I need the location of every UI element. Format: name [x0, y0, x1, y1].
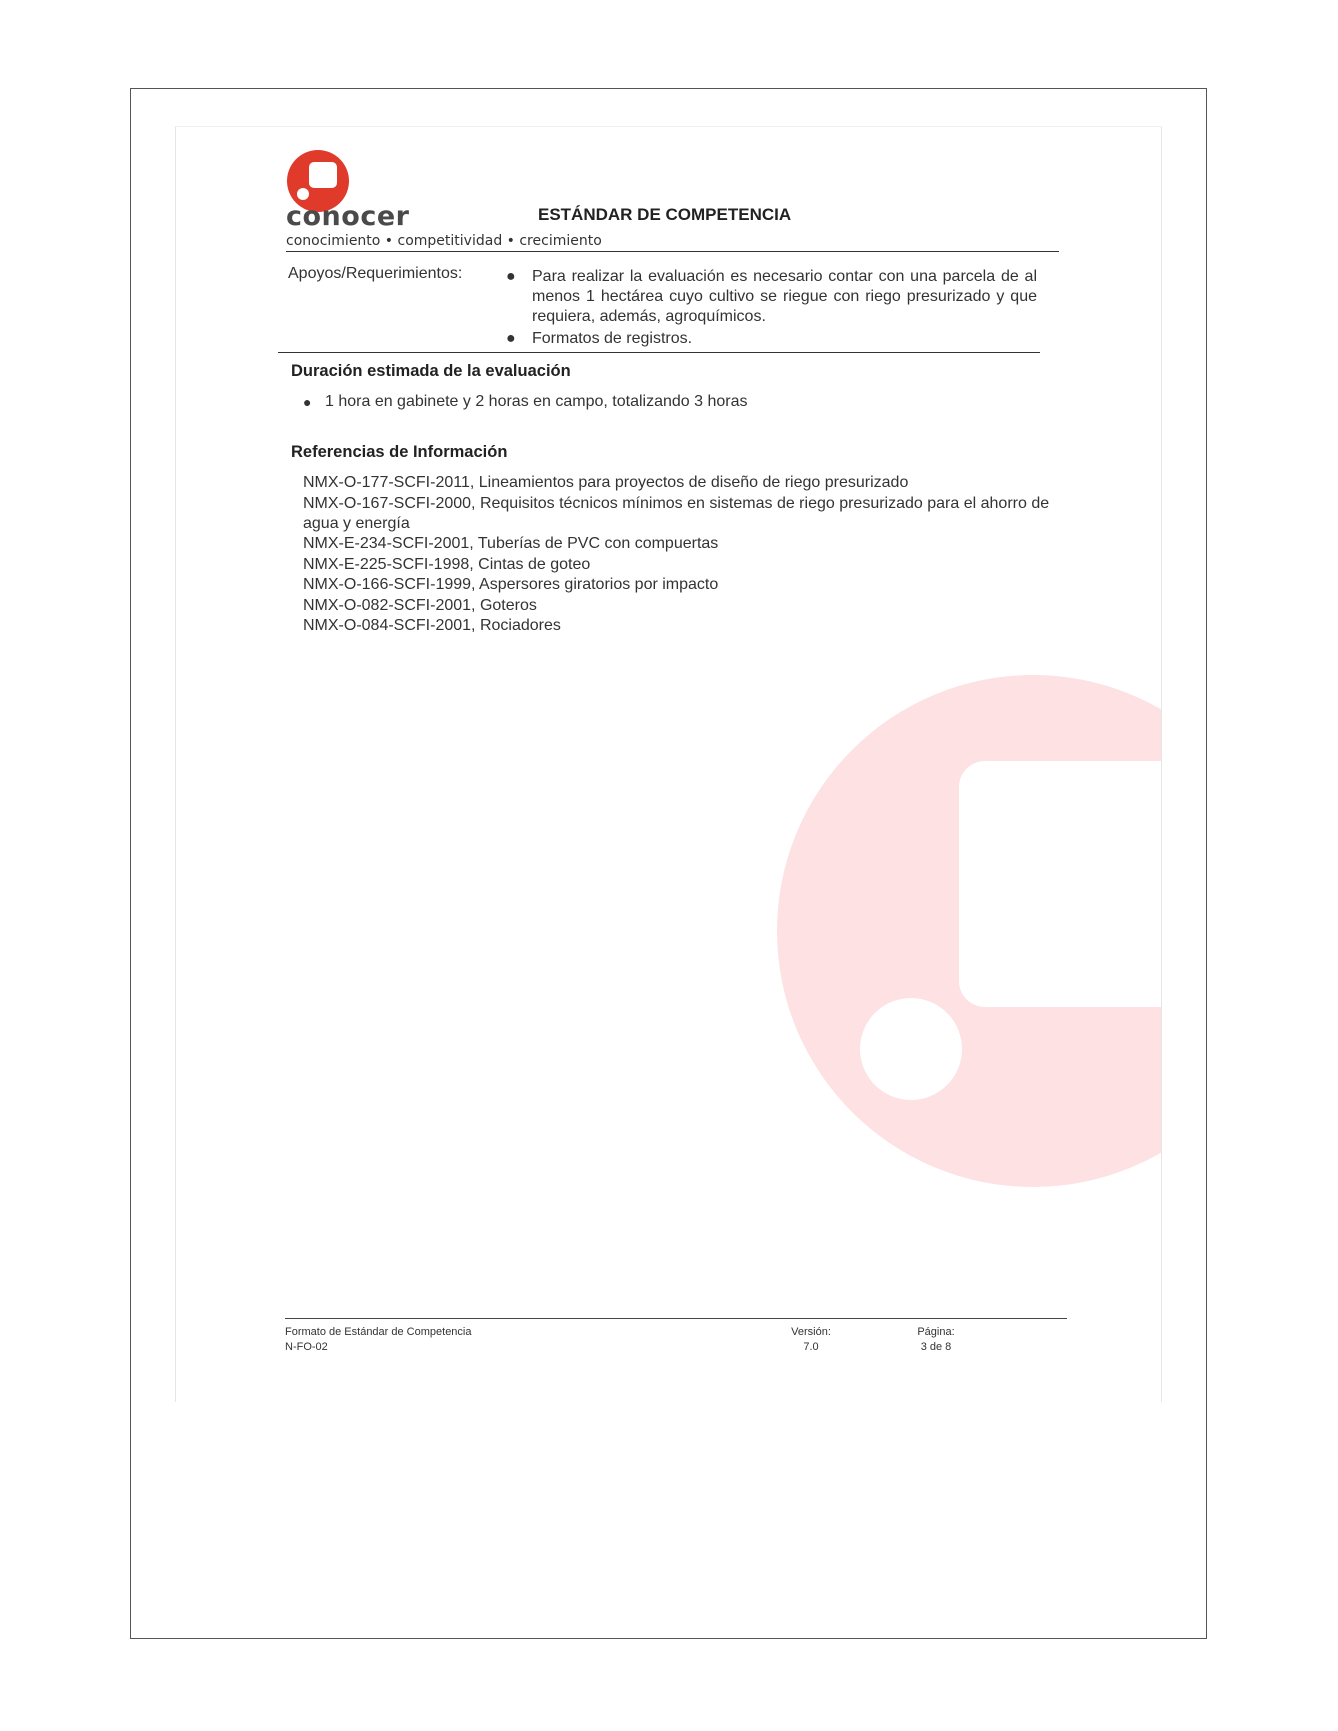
watermark-small-circle	[860, 998, 962, 1100]
bullet-icon: ●	[303, 394, 312, 410]
page-title: ESTÁNDAR DE COMPETENCIA	[538, 205, 792, 224]
apoyos-item-text: Formatos de registros.	[532, 330, 693, 347]
footer-format-code: N-FO-02	[285, 1341, 328, 1353]
footer-page-label: Página:	[917, 1326, 955, 1338]
reference-item: NMX-E-225-SCFI-1998, Cintas de goteo	[303, 555, 591, 573]
logo-wordmark: conocer	[286, 201, 410, 232]
apoyos-list	[503, 267, 1037, 349]
document-page	[175, 126, 1162, 1402]
list-item	[503, 329, 1037, 349]
reference-item: NMX-O-082-SCFI-2001, Goteros	[303, 596, 537, 614]
bullet-icon: ●	[506, 268, 516, 285]
referencias-list	[303, 473, 1058, 637]
footer-page-value: 3 de 8	[920, 1341, 952, 1353]
footer-version-label: Versión:	[791, 1326, 831, 1338]
watermark-rounded-square	[959, 761, 1162, 1007]
footer-divider	[285, 1318, 1067, 1319]
reference-item: NMX-O-084-SCFI-2001, Rociadores	[303, 617, 561, 634]
logo-tagline: conocimiento • competitividad • crecimiento	[286, 233, 602, 249]
reference-item: NMX-O-177-SCFI-2011, Lineamientos para proyectos de diseño de riego presurizado	[303, 474, 909, 491]
apoyos-label: Apoyos/Requerimientos:	[288, 265, 463, 282]
reference-item: NMX-O-167-SCFI-2000, Requisitos técnicos mínimos en sistemas de riego presurizado para el ahorro de agua y energía	[303, 494, 1050, 532]
duracion-item-text: 1 hora en gabinete y 2 horas en campo, totalizando 3 horas	[325, 393, 748, 410]
bullet-icon: ●	[506, 330, 516, 347]
footer-format-name: Formato de Estándar de Competencia	[285, 1326, 472, 1338]
duracion-list	[291, 392, 748, 412]
reference-item: NMX-O-166-SCFI-1999, Aspersores giratorios por impacto	[303, 576, 719, 593]
header-divider	[286, 251, 1059, 252]
list-item	[503, 267, 1037, 327]
footer-version-value: 7.0	[803, 1341, 819, 1353]
reference-item: NMX-E-234-SCFI-2001, Tuberías de PVC con compuertas	[303, 535, 719, 552]
list-item	[291, 392, 748, 412]
apoyos-item-text: Para realizar la evaluación es necesario contar con una parcela de al menos 1 hectárea cuyo cultivo se riegue con riego presurizado y que requiera, además, agroquímicos.	[532, 268, 1037, 325]
referencias-heading: Referencias de Información	[291, 443, 508, 461]
apoyos-divider	[278, 352, 1040, 353]
duracion-heading: Duración estimada de la evaluación	[291, 362, 571, 380]
conocer-watermark-logo	[777, 675, 1162, 1187]
watermark-circle	[777, 675, 1162, 1187]
